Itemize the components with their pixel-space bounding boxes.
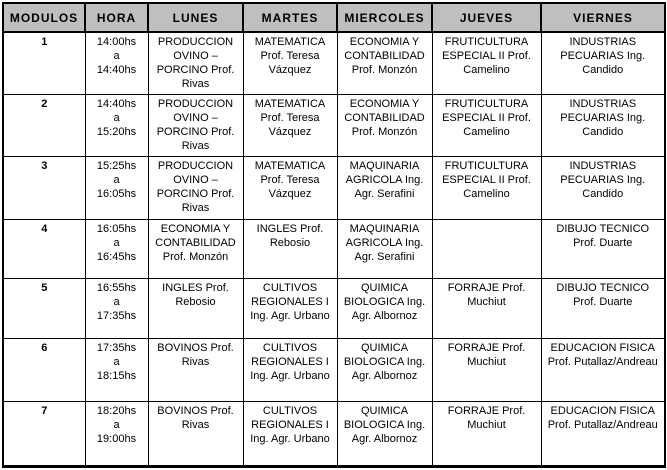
time-start: 16:05hs bbox=[96, 222, 137, 235]
class-cell-miercoles: QUIMICA BIOLOGICA Ing. Agr. Albornoz bbox=[337, 401, 432, 466]
header-viernes: VIERNES bbox=[541, 3, 665, 32]
module-number: 7 bbox=[3, 401, 85, 466]
class-cell-jueves bbox=[432, 219, 541, 278]
class-cell-lunes: INGLES Prof. Rebosio bbox=[148, 278, 243, 338]
class-cell-martes: MATEMATICA Prof. Teresa Vázquez bbox=[243, 32, 337, 94]
time-start: 17:35hs bbox=[96, 341, 137, 354]
class-cell-jueves: FRUTICULTURA ESPECIAL II Prof. Camelino bbox=[432, 156, 541, 219]
class-cell-jueves: FORRAJE Prof. Muchiut bbox=[432, 338, 541, 401]
time-cell bbox=[85, 278, 148, 338]
class-cell-miercoles: MAQUINARIA AGRICOLA Ing. Agr. Serafini bbox=[337, 219, 432, 278]
time-cell bbox=[85, 219, 148, 278]
class-cell-martes: MATEMATICA Prof. Teresa Vázquez bbox=[243, 94, 337, 156]
time-end: 19:00hs bbox=[96, 432, 137, 445]
time-end: 15:20hs bbox=[96, 125, 137, 138]
header-martes: MARTES bbox=[243, 3, 337, 32]
class-cell-jueves: FORRAJE Prof. Muchiut bbox=[432, 278, 541, 338]
header-lunes: LUNES bbox=[148, 3, 243, 32]
table-row bbox=[3, 278, 665, 338]
class-cell-miercoles: MAQUINARIA AGRICOLA Ing. Agr. Serafini bbox=[337, 156, 432, 219]
class-cell-viernes: INDUSTRIAS PECUARIAS Ing. Candido bbox=[541, 156, 665, 219]
class-cell-jueves: FORRAJE Prof. Muchiut bbox=[432, 401, 541, 466]
class-cell-martes: CULTIVOS REGIONALES I Ing. Agr. Urbano bbox=[243, 401, 337, 466]
header-jueves: JUEVES bbox=[432, 3, 541, 32]
class-cell-lunes: ECONOMIA Y CONTABILIDAD Prof. Monzón bbox=[148, 219, 243, 278]
time-separator: a bbox=[113, 111, 120, 124]
header-row bbox=[3, 3, 665, 32]
table-row bbox=[3, 94, 665, 156]
class-cell-miercoles: QUIMICA BIOLOGICA Ing. Agr. Albornoz bbox=[337, 338, 432, 401]
time-start: 18:20hs bbox=[96, 404, 137, 417]
module-number: 2 bbox=[3, 94, 85, 156]
table-row bbox=[3, 401, 665, 466]
time-separator: a bbox=[113, 418, 120, 431]
class-cell-jueves: FRUTICULTURA ESPECIAL II Prof. Camelino bbox=[432, 94, 541, 156]
class-cell-miercoles: QUIMICA BIOLOGICA Ing. Agr. Albornoz bbox=[337, 278, 432, 338]
class-cell-miercoles: ECONOMIA Y CONTABILIDAD Prof. Monzón bbox=[337, 32, 432, 94]
table-row bbox=[3, 156, 665, 219]
time-end: 18:15hs bbox=[96, 369, 137, 382]
table-row bbox=[3, 32, 665, 94]
module-number: 6 bbox=[3, 338, 85, 401]
class-cell-viernes: EDUCACION FISICA Prof. Putallaz/Andreau bbox=[541, 338, 665, 401]
time-cell bbox=[85, 94, 148, 156]
weekly-schedule-table bbox=[2, 2, 666, 468]
class-cell-viernes: INDUSTRIAS PECUARIAS Ing. Candido bbox=[541, 94, 665, 156]
time-end: 16:45hs bbox=[96, 250, 137, 263]
module-number: 1 bbox=[3, 32, 85, 94]
time-end: 14:40hs bbox=[96, 63, 137, 76]
class-cell-jueves: FRUTICULTURA ESPECIAL II Prof. Camelino bbox=[432, 32, 541, 94]
time-cell bbox=[85, 401, 148, 466]
time-start: 15:25hs bbox=[96, 159, 137, 172]
header-miercoles: MIERCOLES bbox=[337, 3, 432, 32]
time-separator: a bbox=[113, 173, 120, 186]
time-cell bbox=[85, 338, 148, 401]
class-cell-lunes: BOVINOS Prof. Rivas bbox=[148, 338, 243, 401]
header-hora: HORA bbox=[85, 3, 148, 32]
table-row bbox=[3, 219, 665, 278]
time-start: 14:00hs bbox=[96, 36, 137, 48]
class-cell-martes: CULTIVOS REGIONALES I Ing. Agr. Urbano bbox=[243, 338, 337, 401]
time-start: 14:40hs bbox=[96, 97, 137, 110]
time-cell bbox=[85, 32, 148, 94]
class-cell-lunes: PRODUCCION OVINO – PORCINO Prof. Rivas bbox=[148, 32, 243, 94]
time-separator: a bbox=[113, 295, 120, 308]
class-cell-miercoles: ECONOMIA Y CONTABILIDAD Prof. Monzón bbox=[337, 94, 432, 156]
time-separator: a bbox=[113, 236, 120, 249]
time-separator: a bbox=[113, 49, 120, 62]
class-cell-viernes: EDUCACION FISICA Prof. Putallaz/Andreau bbox=[541, 401, 665, 466]
class-cell-martes: MATEMATICA Prof. Teresa Vázquez bbox=[243, 156, 337, 219]
class-cell-lunes: BOVINOS Prof. Rivas bbox=[148, 401, 243, 466]
time-separator: a bbox=[113, 355, 120, 368]
time-end: 17:35hs bbox=[96, 309, 137, 322]
module-number: 5 bbox=[3, 278, 85, 338]
class-cell-lunes: PRODUCCION OVINO – PORCINO Prof. Rivas bbox=[148, 156, 243, 219]
module-number: 3 bbox=[3, 156, 85, 219]
time-cell bbox=[85, 156, 148, 219]
time-start: 16:55hs bbox=[96, 281, 137, 294]
module-number: 4 bbox=[3, 219, 85, 278]
time-end: 16:05hs bbox=[96, 187, 137, 200]
class-cell-viernes: INDUSTRIAS PECUARIAS Ing. Candido bbox=[541, 32, 665, 94]
class-cell-martes: CULTIVOS REGIONALES I Ing. Agr. Urbano bbox=[243, 278, 337, 338]
class-cell-lunes: PRODUCCION OVINO – PORCINO Prof. Rivas bbox=[148, 94, 243, 156]
class-cell-viernes: DIBUJO TECNICO Prof. Duarte bbox=[541, 278, 665, 338]
class-cell-martes: INGLES Prof. Rebosio bbox=[243, 219, 337, 278]
class-cell-viernes: DIBUJO TECNICO Prof. Duarte bbox=[541, 219, 665, 278]
table-row bbox=[3, 338, 665, 401]
header-modulos: MODULOS bbox=[3, 3, 85, 32]
